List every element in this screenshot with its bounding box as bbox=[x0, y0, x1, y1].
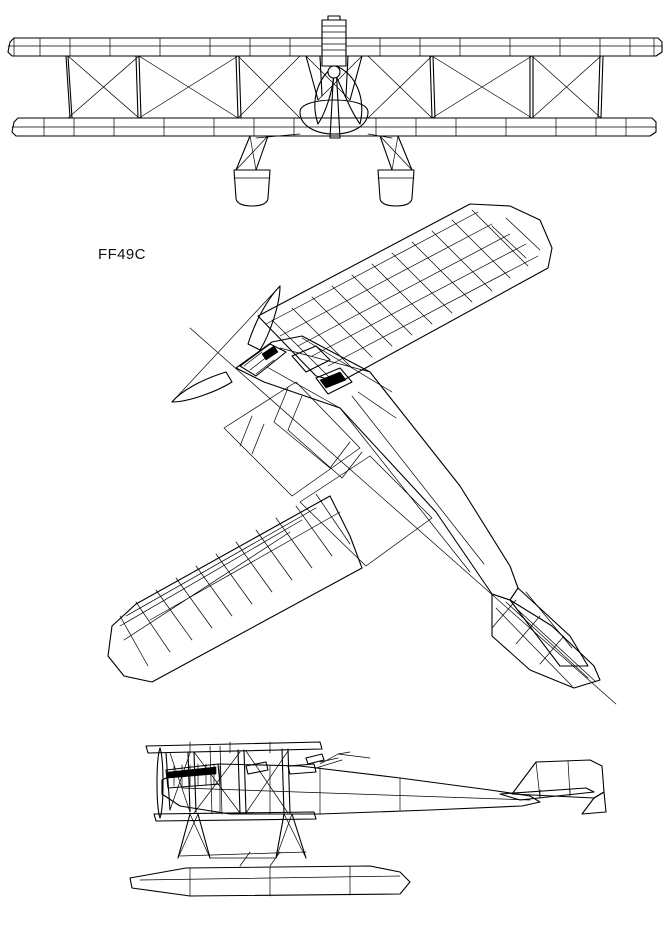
side-floats bbox=[130, 852, 410, 896]
plan-lower-wing bbox=[108, 494, 362, 682]
front-engine-and-propeller bbox=[315, 16, 362, 138]
plan-fin-and-rudder bbox=[510, 588, 588, 666]
front-view-svg bbox=[0, 8, 668, 208]
plan-tailplane bbox=[470, 594, 600, 706]
plan-view-svg bbox=[40, 196, 640, 706]
side-lower-wing bbox=[154, 812, 316, 821]
front-view bbox=[0, 8, 668, 208]
plan-interplane-struts bbox=[240, 388, 362, 478]
plan-cockpits bbox=[292, 346, 396, 418]
plan-upper-wing bbox=[258, 204, 552, 382]
side-fin-and-rudder bbox=[512, 760, 606, 814]
front-fuselage bbox=[300, 100, 368, 134]
side-view bbox=[70, 718, 610, 923]
side-view-svg bbox=[70, 718, 610, 923]
aircraft-designation-label: FF49C bbox=[98, 246, 146, 263]
front-lower-wing bbox=[12, 118, 656, 136]
plan-view bbox=[40, 196, 640, 706]
plan-datum-line bbox=[190, 328, 616, 704]
side-upper-wing bbox=[146, 742, 322, 753]
front-float-struts bbox=[236, 134, 412, 170]
plan-propeller bbox=[172, 286, 280, 402]
side-rear-gun bbox=[306, 754, 342, 768]
